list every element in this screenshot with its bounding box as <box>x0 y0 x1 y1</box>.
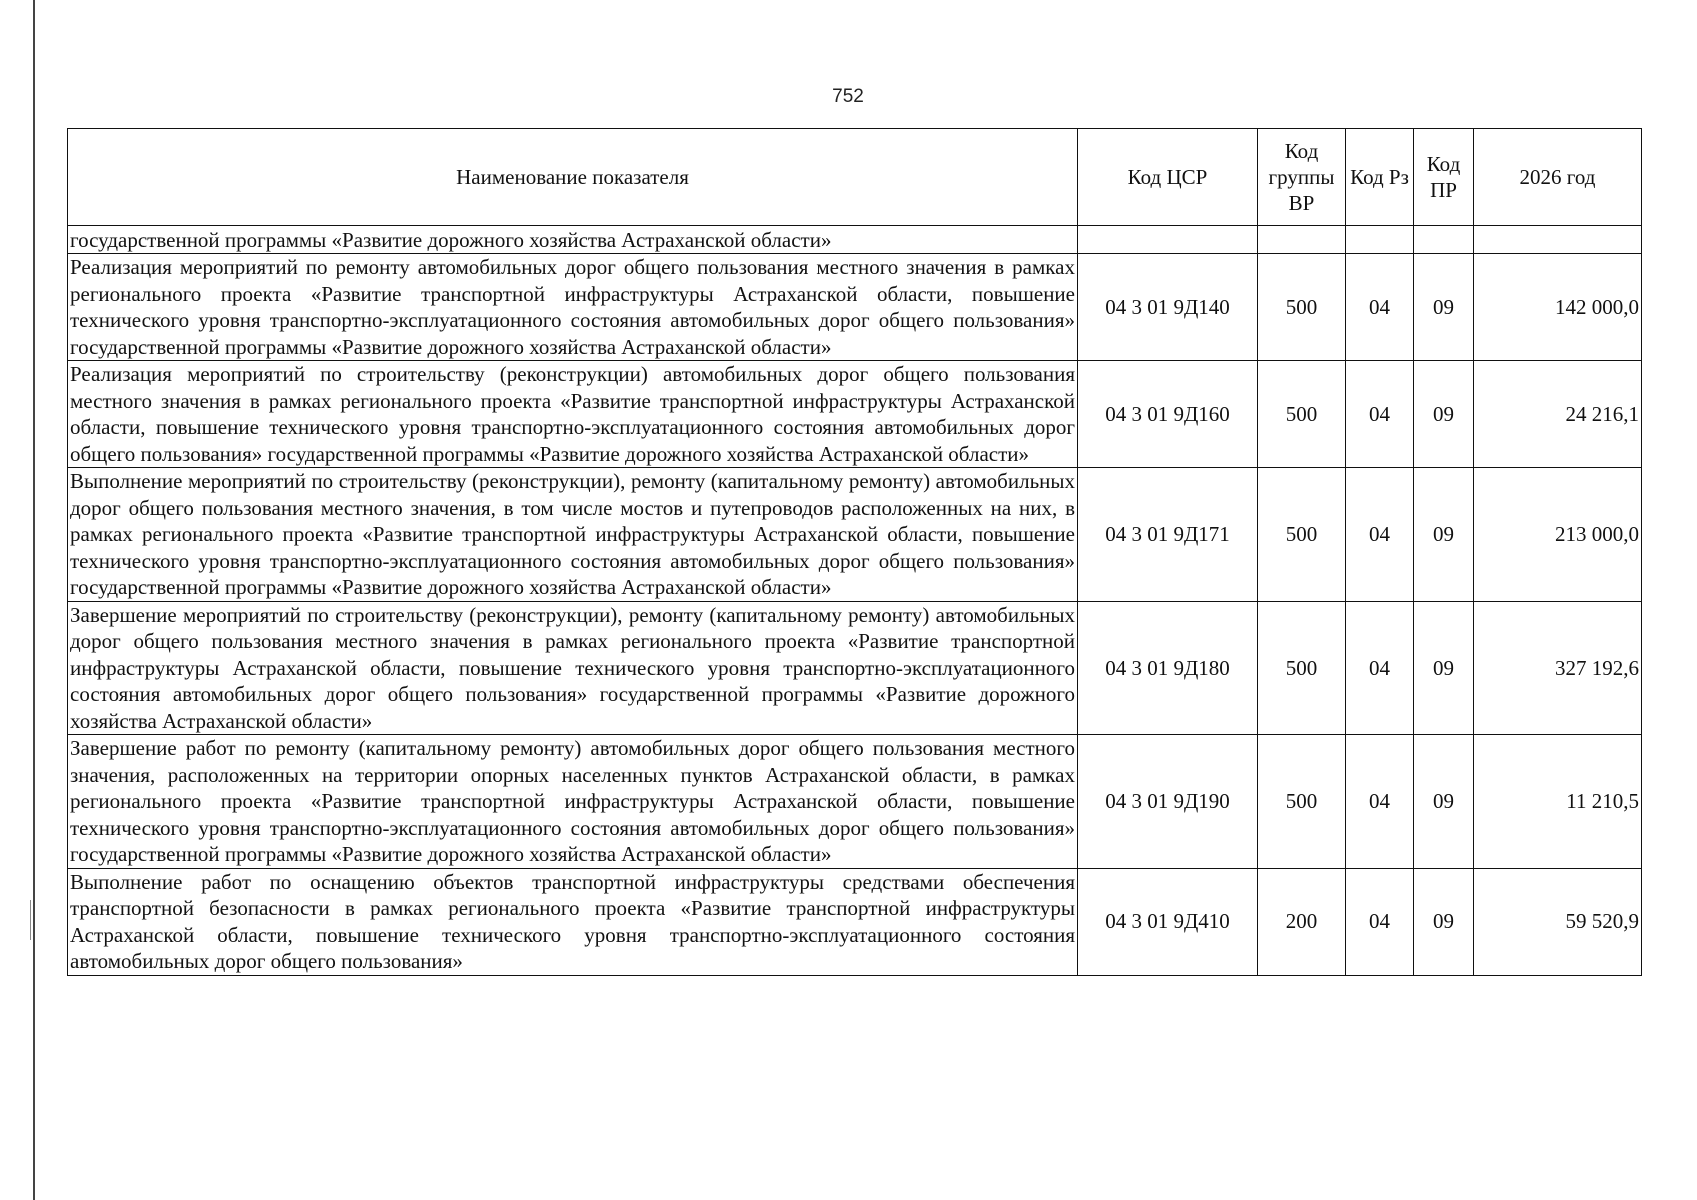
binding-margin-line <box>33 0 35 1200</box>
row-amount: 11 210,5 <box>1474 735 1642 869</box>
row-pr-code: 09 <box>1414 254 1474 361</box>
header-year: 2026 год <box>1474 129 1642 226</box>
header-csr-code: Код ЦСР <box>1078 129 1258 226</box>
row-amount: 213 000,0 <box>1474 468 1642 602</box>
row-rz-code: 04 <box>1346 254 1414 361</box>
row-name: Завершение работ по ремонту (капитальному ремонту) автомобильных дорог общего пользования местного значения, расположенных на территории опорных населенных пунктов Астраханской области, в рамках регионального проекта «Развитие транспортной инфраструктуры Астраханской области, повышение технического уровня транспортно-эксплуатационного состояния автомобильных дорог общего пользования» государственной программы «Развитие дорожного хозяйства Астраханской области» <box>68 735 1078 869</box>
row-name: Выполнение мероприятий по строительству (реконструкции), ремонту (капитальному ремонту) автомобильных дорог общего пользования местного значения, в том числе мостов и путепроводов расположенных на них, в рамках регионального проекта «Развитие транспортной инфраструктуры Астраханской области, повышение технического уровня транспортно-эксплуатационного состояния автомобильных дорог общего пользования» государственной программы «Развитие дорожного хозяйства Астраханской области» <box>68 468 1078 602</box>
row-name: Завершение мероприятий по строительству (реконструкции), ремонту (капитальному ремонту) автомобильных дорог общего пользования местного значения в рамках регионального проекта «Развитие транспортной инфраструктуры Астраханской области, повышение технического уровня транспортно-эксплуатационного состояния автомобильных дорог общего пользования» государственной программы «Развитие дорожного хозяйства Астраханской области» <box>68 601 1078 735</box>
row-rz-code: 04 <box>1346 868 1414 975</box>
empty-cell <box>1474 226 1642 254</box>
row-amount: 142 000,0 <box>1474 254 1642 361</box>
row-csr-code: 04 3 01 9Д140 <box>1078 254 1258 361</box>
header-name: Наименование показателя <box>68 129 1078 226</box>
row-pr-code: 09 <box>1414 868 1474 975</box>
table-row <box>68 361 1642 468</box>
row-vr-code: 500 <box>1258 735 1346 869</box>
empty-cell <box>1414 226 1474 254</box>
header-vr-code: Код группы ВР <box>1258 129 1346 226</box>
row-vr-code: 500 <box>1258 468 1346 602</box>
row-pr-code: 09 <box>1414 361 1474 468</box>
budget-table <box>67 128 1642 976</box>
page-number: 752 <box>832 86 864 107</box>
header-pr-code: Код ПР <box>1414 129 1474 226</box>
row-vr-code: 500 <box>1258 361 1346 468</box>
table-row <box>68 254 1642 361</box>
row-csr-code: 04 3 01 9Д160 <box>1078 361 1258 468</box>
row-csr-code: 04 3 01 9Д410 <box>1078 868 1258 975</box>
table-row <box>68 601 1642 735</box>
table-header-row <box>68 129 1642 226</box>
empty-cell <box>1346 226 1414 254</box>
row-amount: 59 520,9 <box>1474 868 1642 975</box>
row-pr-code: 09 <box>1414 468 1474 602</box>
row-rz-code: 04 <box>1346 601 1414 735</box>
row-csr-code: 04 3 01 9Д180 <box>1078 601 1258 735</box>
row-pr-code: 09 <box>1414 735 1474 869</box>
header-rz-code: Код Рз <box>1346 129 1414 226</box>
row-name: Реализация мероприятий по строительству (реконструкции) автомобильных дорог общего пользования местного значения в рамках регионального проекта «Развитие транспортной инфраструктуры Астраханской области, повышение технического уровня транспортно-эксплуатационного состояния автомобильных дорог общего пользования» государственной программы «Развитие дорожного хозяйства Астраханской области» <box>68 361 1078 468</box>
row-amount: 327 192,6 <box>1474 601 1642 735</box>
empty-cell <box>1078 226 1258 254</box>
row-name: Выполнение работ по оснащению объектов транспортной инфраструктуры средствами обеспечения транспортной безопасности в рамках регионального проекта «Развитие транспортной инфраструктуры Астраханской области, повышение технического уровня транспортно-эксплуатационного состояния автомобильных дорог общего пользования» <box>68 868 1078 975</box>
empty-cell <box>1258 226 1346 254</box>
row-csr-code: 04 3 01 9Д190 <box>1078 735 1258 869</box>
row-rz-code: 04 <box>1346 361 1414 468</box>
continuation-text: государственной программы «Развитие дорожного хозяйства Астраханской области» <box>68 226 1078 254</box>
table-row <box>68 735 1642 869</box>
row-vr-code: 500 <box>1258 601 1346 735</box>
table-row-continuation <box>68 226 1642 254</box>
row-csr-code: 04 3 01 9Д171 <box>1078 468 1258 602</box>
table-row <box>68 468 1642 602</box>
table-row <box>68 868 1642 975</box>
row-name: Реализация мероприятий по ремонту автомобильных дорог общего пользования местного значения в рамках регионального проекта «Развитие транспортной инфраструктуры Астраханской области, повышение технического уровня транспортно-эксплуатационного состояния автомобильных дорог общего пользования» государственной программы «Развитие дорожного хозяйства Астраханской области» <box>68 254 1078 361</box>
row-amount: 24 216,1 <box>1474 361 1642 468</box>
binding-margin-mark <box>30 900 31 940</box>
row-rz-code: 04 <box>1346 468 1414 602</box>
row-vr-code: 200 <box>1258 868 1346 975</box>
row-vr-code: 500 <box>1258 254 1346 361</box>
row-rz-code: 04 <box>1346 735 1414 869</box>
row-pr-code: 09 <box>1414 601 1474 735</box>
